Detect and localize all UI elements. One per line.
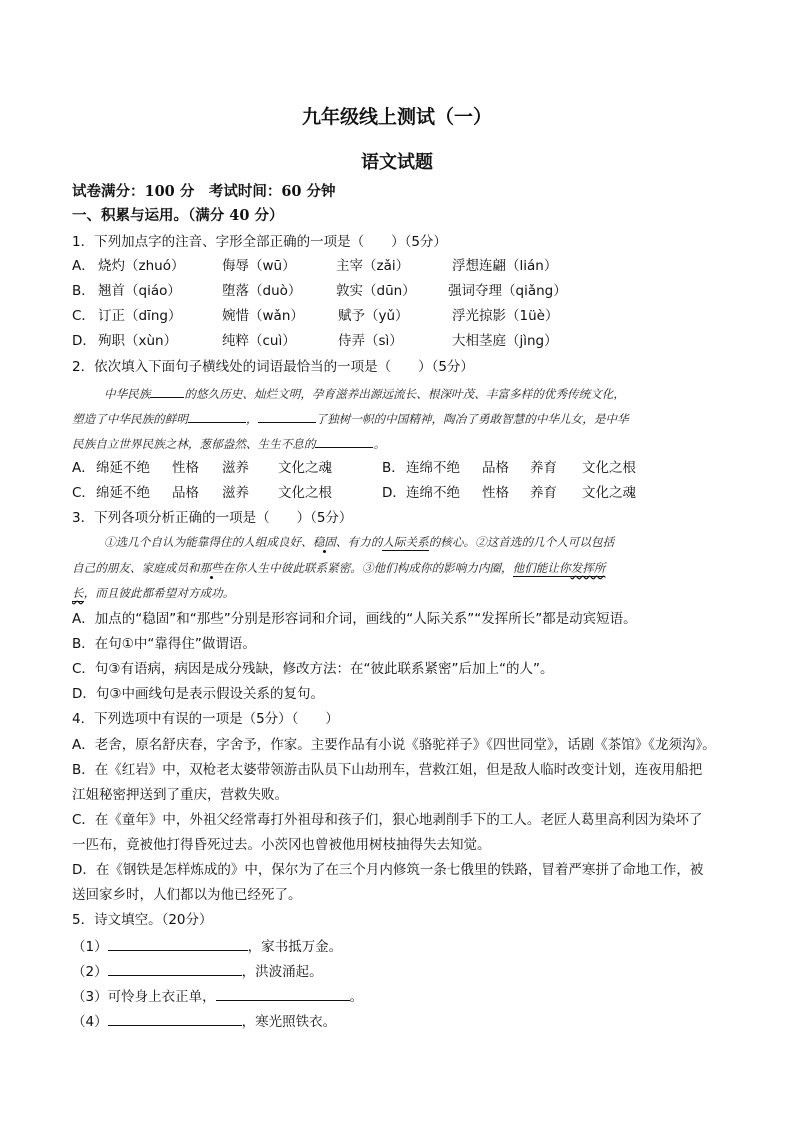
- q4-option-a: A．老舍，原名舒庆春，字舍予，作家。主要作品有小说《骆驼祥子》《四世同堂》，话剧《茶馆》《龙须沟》。: [72, 737, 716, 753]
- underlined-sentence: 他们能让你: [512, 561, 571, 575]
- answer-blank[interactable]: [258, 408, 316, 423]
- option-term: 敦实（dūn）: [336, 283, 416, 299]
- q4-stem: 4．下列选项中有误的一项是（5分）（ ）: [72, 711, 339, 727]
- option-label: D．: [382, 485, 406, 501]
- option-term: 殉职（xùn）: [98, 333, 178, 349]
- exam-title: 九年级线上测试（一）: [301, 106, 492, 128]
- answer-blank[interactable]: [108, 1011, 242, 1026]
- option-word: 绵延不绝: [96, 460, 150, 476]
- underlined-phrase: 长: [72, 586, 84, 600]
- answer-blank[interactable]: [108, 936, 248, 951]
- option-term: 纯粹（cuì）: [222, 333, 296, 349]
- option-label: D．: [72, 333, 96, 349]
- q4-option-c-cont: 一匹布，竟被他打得昏死过去。小茨冈也曾被他用树枝抽得失去知觉。: [72, 837, 491, 853]
- option-word: 滋养: [222, 460, 249, 476]
- option-word: 品格: [172, 485, 199, 501]
- q3-stem: 3．下列各项分析正确的一项是（ ）（5分）: [72, 510, 353, 526]
- option-word: 文化之根: [278, 485, 332, 501]
- q3-option-c: C．句③有语病，病因是成分残缺，修改方法：在“彼此联系紧密”后加上“的人”。: [72, 661, 554, 677]
- answer-blank[interactable]: [108, 961, 242, 976]
- q1-stem: 1．下列加点字的注音、字形全部正确的一项是（ ）（5分）: [72, 234, 447, 250]
- exam-meta: 试卷满分：100 分 考试时间：60 分钟: [72, 183, 336, 200]
- q5-item: （2） ，洪波涌起。: [72, 961, 732, 982]
- q5-item: （1） ，家书抵万金。: [72, 936, 732, 957]
- option-term: 浮光掠影（1üè）: [452, 308, 559, 324]
- option-word: 连绵不绝: [406, 485, 460, 501]
- q5-item: （3）可怜身上衣正单， 。: [72, 986, 732, 1007]
- q2-passage-line: 中华民族 的悠久历史、灿烂文明，孕育滋养出源远流长、根深叶茂、丰富多样的优秀传统文化，: [104, 383, 764, 404]
- q3-option-d: D．句③中画线句是表示假设关系的复句。: [72, 686, 324, 702]
- option-word: 文化之魂: [582, 485, 636, 501]
- option-word: 养育: [530, 485, 557, 501]
- option-term: 侮辱（wū）: [222, 258, 296, 274]
- option-term: 婉惜（wǎn）: [222, 308, 304, 324]
- option-term: 烧灼（zhuó）: [98, 258, 185, 274]
- option-word: 文化之根: [582, 460, 636, 476]
- q4-option-b-cont: 江姐秘密押送到了重庆，营救失败。: [72, 787, 288, 803]
- option-term: 赋予（yǔ）: [338, 308, 409, 324]
- section-heading: 一、积累与运用。（满分 40 分）: [72, 207, 284, 224]
- exam-subtitle: 语文试题: [361, 152, 433, 173]
- option-word: 养育: [530, 460, 557, 476]
- dotted-word: 那些: [199, 561, 223, 575]
- option-word: 滋养: [222, 485, 249, 501]
- underlined-phrase: 人际关系: [382, 535, 429, 549]
- option-term: 订正（dīng）: [98, 308, 182, 324]
- option-term: 浮想连翩（lián）: [452, 258, 558, 274]
- q3-passage-line: ①选几个自认为能靠得住的人组成良好、稳固、有力的人际关系的核心。②这首选的几个人可以包括: [104, 535, 615, 549]
- option-label: B．: [382, 460, 405, 476]
- option-term: 主宰（zǎi）: [336, 258, 410, 274]
- option-term: 大相茎庭（jìng）: [452, 333, 558, 349]
- underlined-phrase: 发挥所: [570, 561, 606, 575]
- q4-option-c: C．在《童年》中，外祖父经常毒打外祖母和孩子们，狠心地剥削手下的工人。老匠人葛里高利因为染坏了: [72, 812, 703, 828]
- q3-option-a: A．加点的“稳固”和“那些”分别是形容词和介词，画线的“人际关系”“发挥所长”都是动宾短语。: [72, 611, 637, 627]
- option-term: 强词夺理（qiǎng）: [448, 283, 567, 299]
- q3-passage-line: 自己的朋友、家庭成员和那些在你人生中彼此联系紧密。③他们构成你的影响力内圈，他们能让你发挥所: [72, 561, 606, 575]
- q4-option-b: B．在《红岩》中，双枪老太婆带领游击队员下山劫刑车，营救江姐，但是敌人临时改变计划，连夜用船把: [72, 762, 703, 778]
- dotted-word: 稳固: [312, 535, 336, 549]
- q2-passage-line: 民族自立世界民族之林，葱郁盎然、生生不息的 。: [72, 433, 732, 454]
- q2-passage-line: 塑造了中华民族的鲜明 ， 了独树一帜的中国精神，陶冶了勇敢智慧的中华儿女，是中华: [72, 408, 732, 429]
- q4-option-d-cont: 送回家乡时，人们都以为他已经死了。: [72, 887, 302, 903]
- option-term: 侍弄（sì）: [338, 333, 403, 349]
- option-word: 性格: [172, 460, 199, 476]
- option-label: C．: [72, 308, 95, 324]
- q3-passage-line: 长，而且彼此都希望对方成功。: [72, 586, 235, 600]
- option-label: B．: [72, 283, 95, 299]
- option-word: 性格: [482, 485, 509, 501]
- option-label: A．: [72, 258, 95, 274]
- option-term: 翘首（qiáo）: [98, 283, 181, 299]
- answer-blank[interactable]: [315, 433, 373, 448]
- q5-stem: 5．诗文填空。（20分）: [72, 912, 213, 928]
- option-word: 连绵不绝: [406, 460, 460, 476]
- q5-item: （4） ，寒光照铁衣。: [72, 1011, 732, 1032]
- q4-option-d: D．在《钢铁是怎样炼成的》中，保尔为了在三个月内修筑一条七俄里的铁路，冒着严寒拼了命地工作，被: [72, 862, 704, 878]
- q2-stem: 2．依次填入下面句子横线处的词语最恰当的一项是（ ）（5分）: [72, 359, 474, 375]
- option-label: C．: [72, 485, 95, 501]
- option-label: A．: [72, 460, 95, 476]
- answer-blank[interactable]: [188, 408, 246, 423]
- option-term: 堕落（duò）: [222, 283, 302, 299]
- q3-option-b: B．在句①中“靠得住”做谓语。: [72, 636, 256, 652]
- answer-blank[interactable]: [150, 383, 184, 398]
- option-word: 品格: [482, 460, 509, 476]
- option-word: 文化之魂: [278, 460, 332, 476]
- answer-blank[interactable]: [216, 986, 350, 1001]
- option-word: 绵延不绝: [96, 485, 150, 501]
